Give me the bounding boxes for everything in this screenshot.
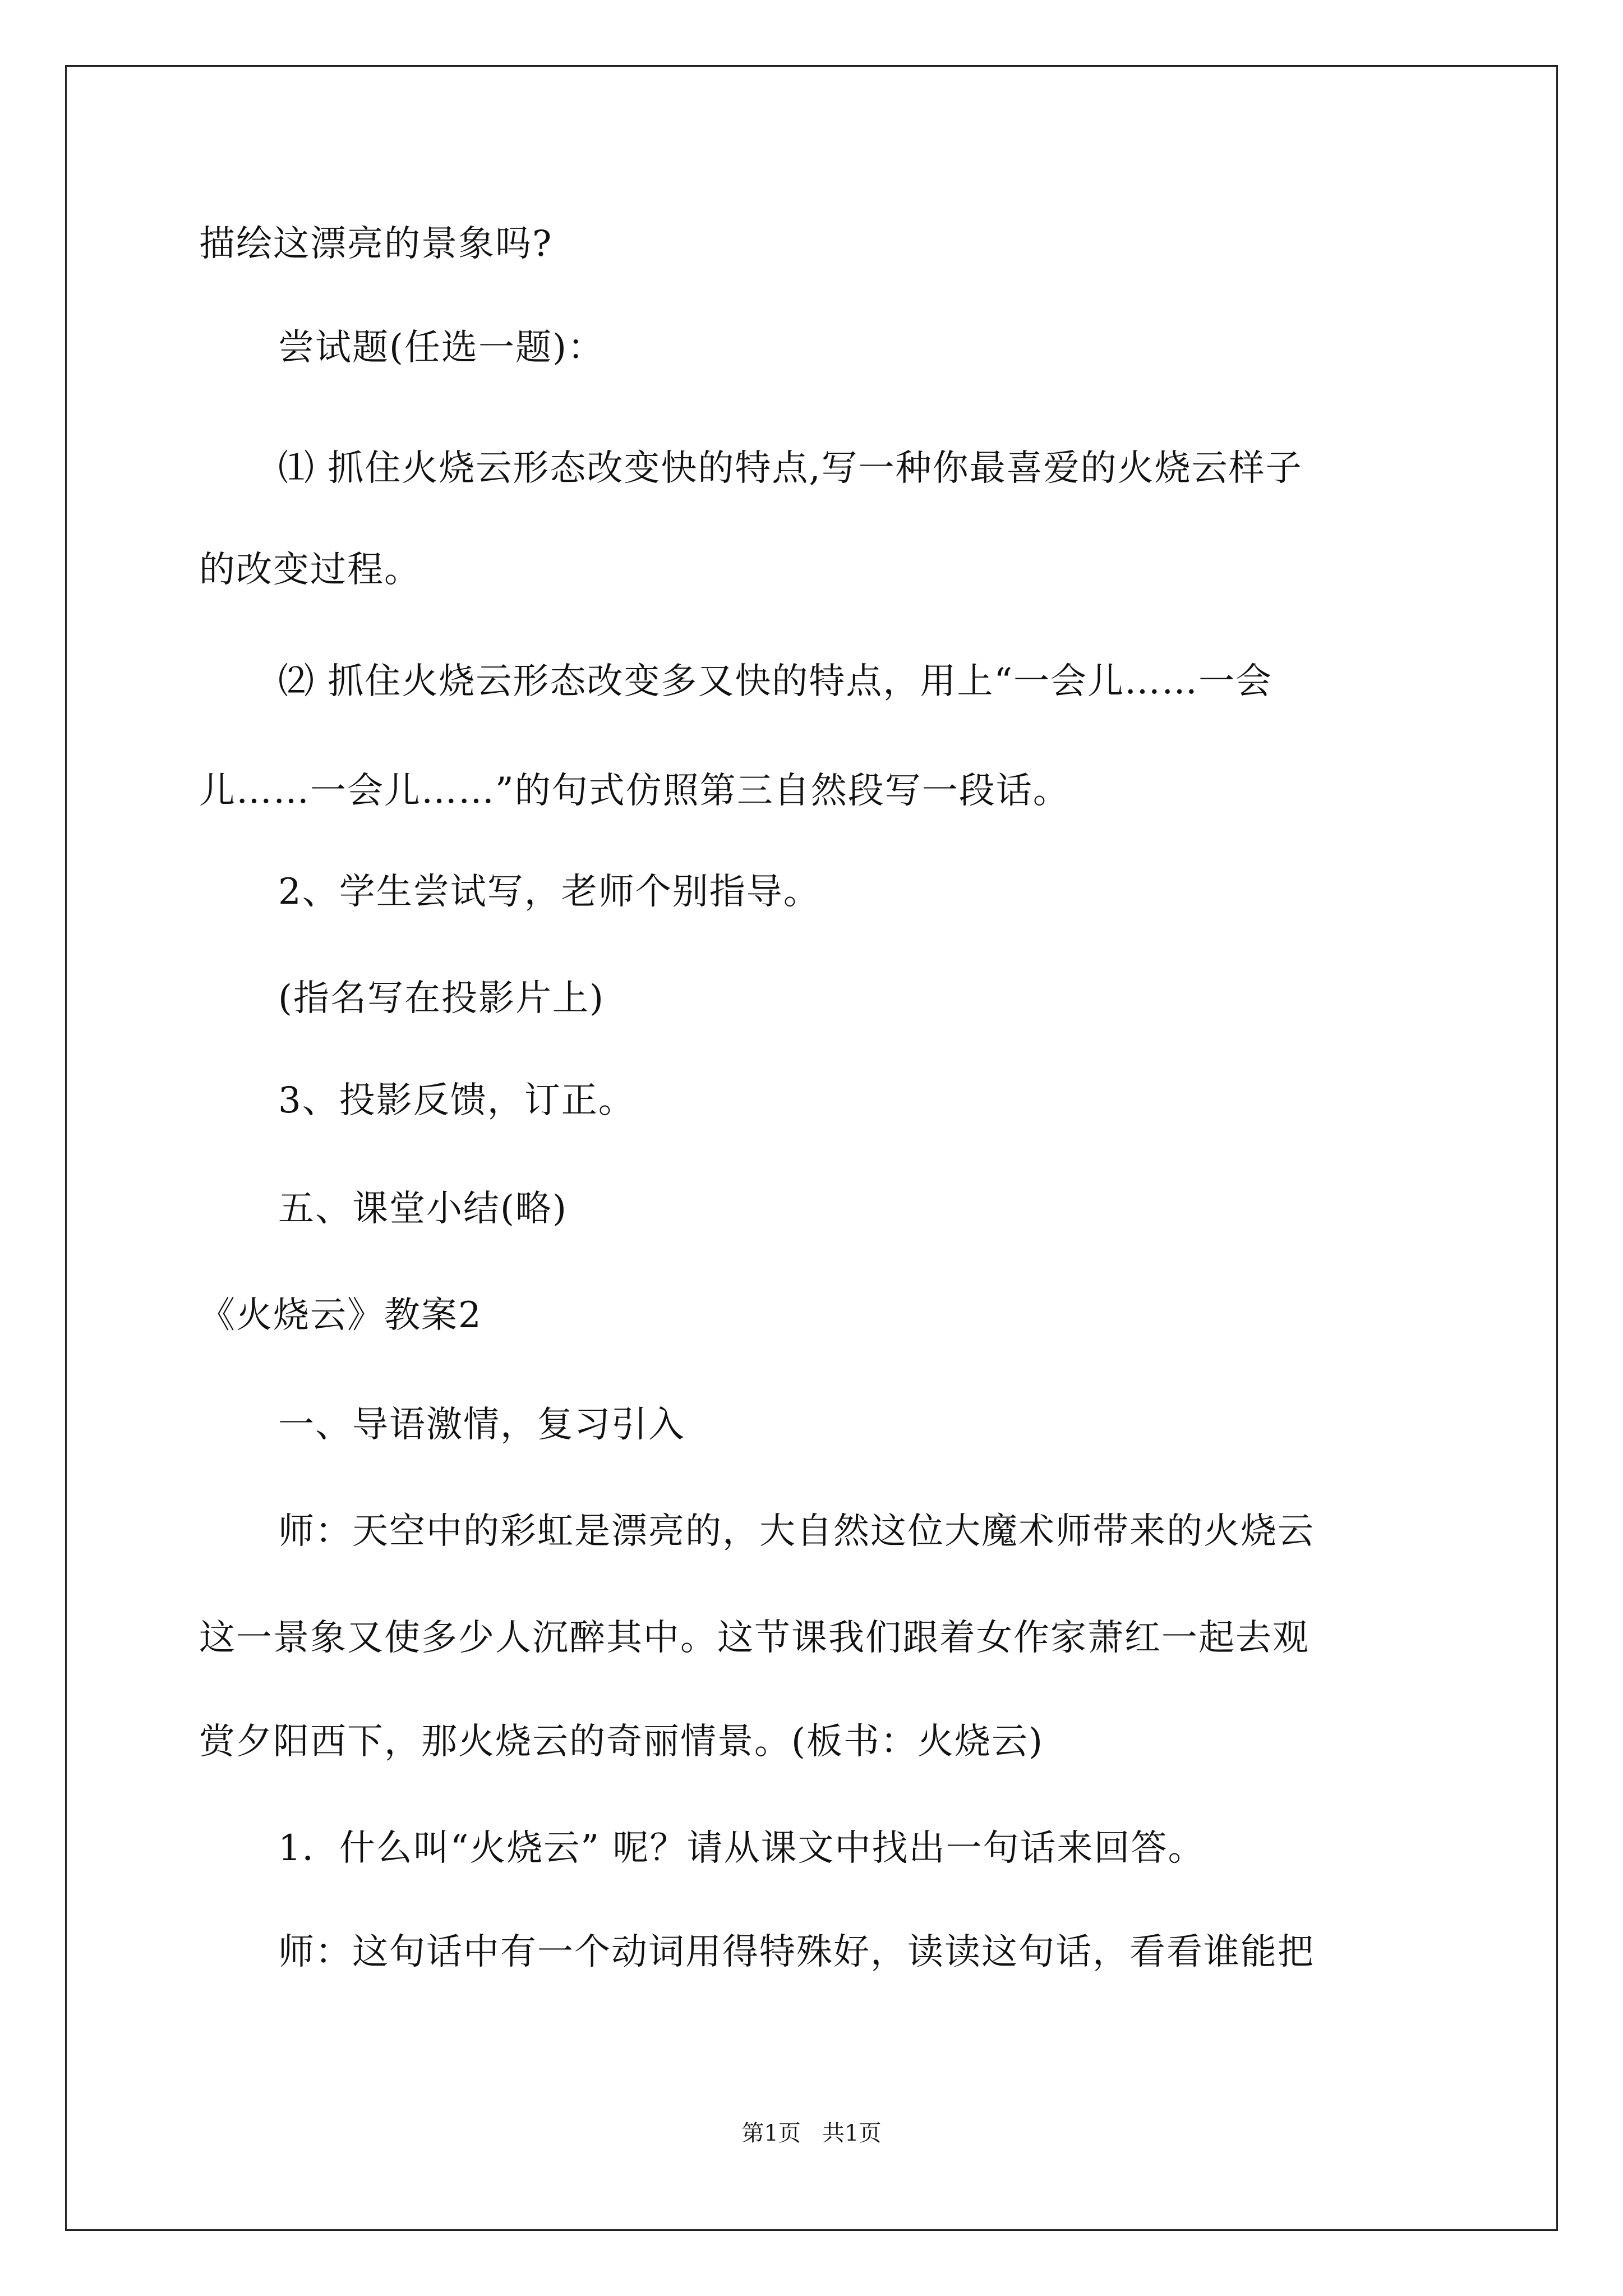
text-line: 尝试题(任选一题)： bbox=[278, 327, 605, 369]
text-line: 师：这句话中有一个动词用得特殊好，读读这句话，看看谁能把 bbox=[278, 1931, 1315, 1973]
text-line: ⑴ 抓住火烧云形态改变快的特点,写一种你最喜爱的火烧云样子 bbox=[278, 448, 1303, 489]
text-line: 这一景象又使多少人沉醉其中。这节课我们跟着女作家萧红一起去观 bbox=[199, 1617, 1310, 1659]
page-footer: 第1页 共1页 bbox=[741, 2120, 882, 2146]
text-line: (指名写在投影片上) bbox=[278, 978, 605, 1019]
text-line: ⑵ 抓住火烧云形态改变多又快的特点，用上“一会儿……一会 bbox=[278, 661, 1273, 702]
text-line: 的改变过程。 bbox=[199, 549, 421, 591]
text-line: 一、导语激情，复习引入 bbox=[278, 1404, 685, 1446]
text-line: 2、学生尝试写，老师个别指导。 bbox=[278, 871, 820, 913]
text-line: 赏夕阳西下，那火烧云的奇丽情景。(板书：火烧云) bbox=[199, 1721, 1044, 1763]
text-line: 五、课堂小结(略) bbox=[278, 1188, 568, 1230]
text-line: 3、投影反馈，订正。 bbox=[278, 1080, 635, 1121]
text-line: 师：天空中的彩虹是漂亮的，大自然这位大魔术师带来的火烧云 bbox=[278, 1511, 1315, 1552]
text-line: 描绘这漂亮的景象吗? bbox=[199, 223, 553, 265]
section-heading: 《火烧云》教案2 bbox=[199, 1295, 482, 1336]
page-border bbox=[65, 65, 1558, 2231]
text-line: 儿……一会儿……”的句式仿照第三自然段写一段话。 bbox=[199, 770, 1070, 812]
text-line: 1．什么叫“火烧云” 呢？请从课文中找出一句话来回答。 bbox=[278, 1828, 1205, 1869]
